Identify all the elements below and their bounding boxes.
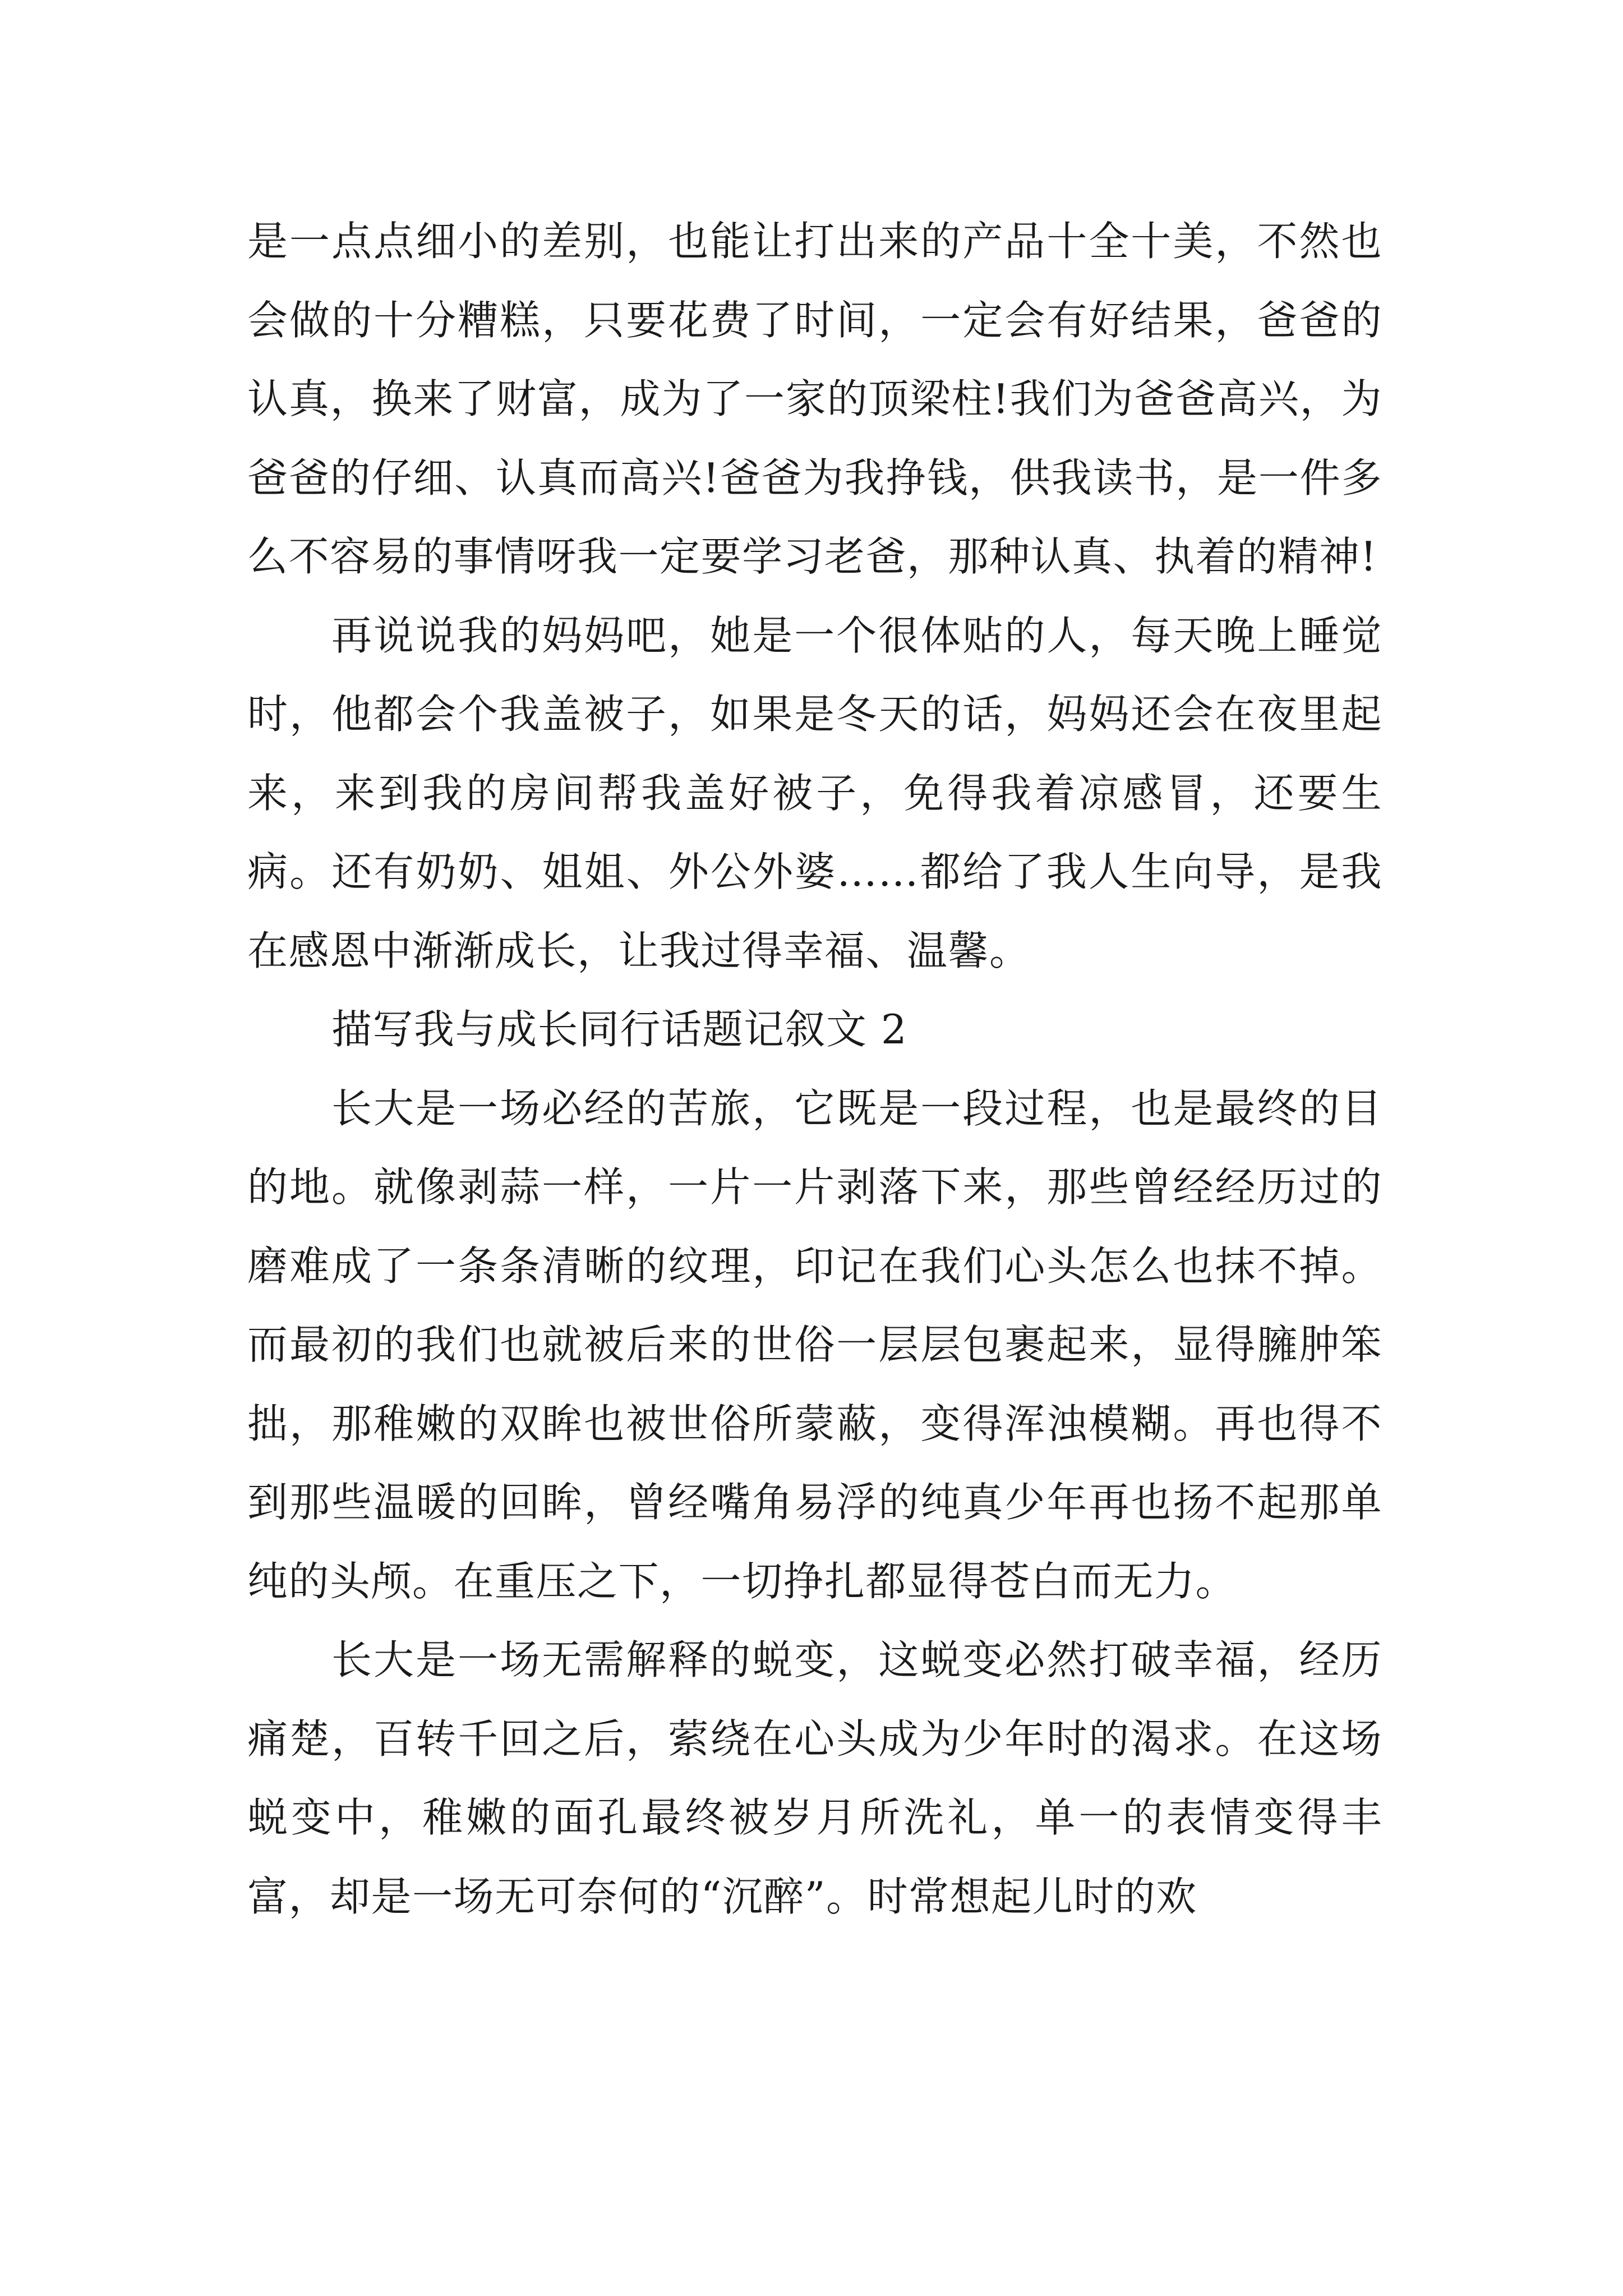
paragraph-continuation: 是一点点细小的差别，也能让打出来的产品十全十美，不然也会做的十分糟糕，只要花费了时间，一定会有好结果，爸爸的认真，换来了财富，成为了一家的顶梁柱!我们为爸爸高兴，为爸爸的仔细、认真而高兴!爸爸为我挣钱，供我读书，是一件多么不容易的事情呀我一定要学习老爸，那种认真、执着的精神! — [247, 218, 1382, 580]
paragraph-growing-up-journey: 长大是一场必经的苦旅，它既是一段过程，也是最终的目的地。就像剥蒜一样，一片一片剥落下来，那些曾经经历过的磨难成了一条条清晰的纹理，印记在我们心头怎么也抹不掉。而最初的我们也就被后来的世俗一层层包裹起来，显得臃肿笨拙，那稚嫩的双眸也被世俗所蒙蔽，变得浑浊模糊。再也得不到那些温暖的回眸，曾经嘴角易浮的纯真少年再也扬不起那单纯的头颅。在重压之下，一切挣扎都显得苍白而无力。 — [247, 1084, 1382, 1605]
section-heading: 描写我与成长同行话题记叙文 2 — [331, 1006, 908, 1053]
paragraph-mother: 再说说我的妈妈吧，她是一个很体贴的人，每天晚上睡觉时，他都会个我盖被子，如果是冬天的话，妈妈还会在夜里起来，来到我的房间帮我盖好被子，免得我着凉感冒，还要生病。还有奶奶、姐姐、外公外婆……都给了我人生向导，是我在感恩中渐渐成长，让我过得幸福、温馨。 — [247, 611, 1382, 974]
paragraph-growing-up-metamorphosis: 长大是一场无需解释的蜕变，这蜕变必然打破幸福，经历痛楚，百转千回之后，萦绕在心头成为少年时的渴求。在这场蜕变中，稚嫩的面孔最终被岁月所洗礼，单一的表情变得丰富，却是一场无可奈何的“沉醉”。时常想起儿时的欢 — [247, 1636, 1382, 1920]
document-body — [247, 202, 1382, 1936]
